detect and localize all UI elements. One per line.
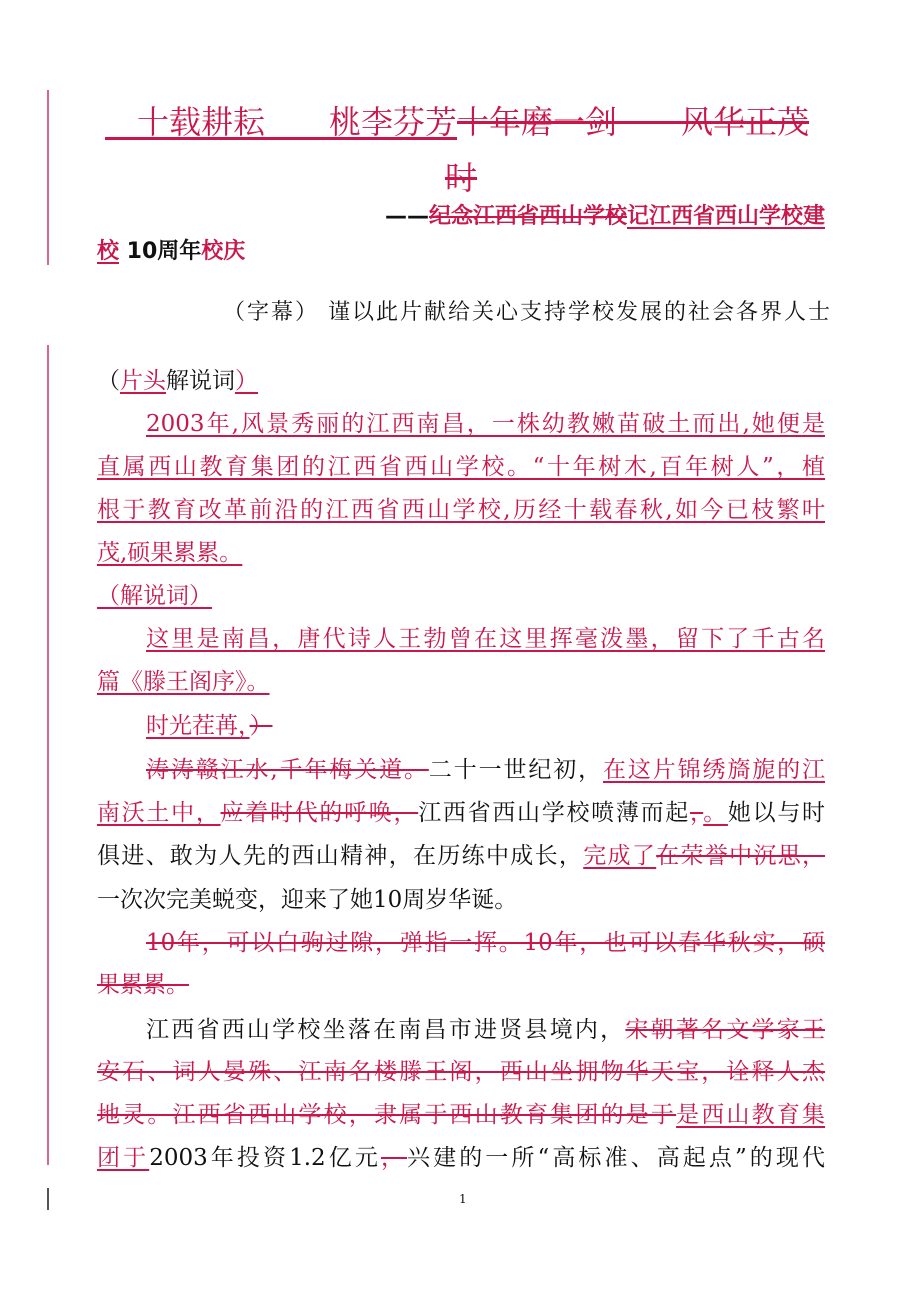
- text-line: [97, 1100, 825, 1130]
- text-run: 她以与时: [727, 800, 826, 826]
- inserted-text: 是西山教育集: [676, 1102, 826, 1128]
- text-line: [146, 1015, 825, 1045]
- inserted-text: （解说词）: [97, 583, 212, 609]
- text-line: [97, 1143, 825, 1173]
- title-line-2: [445, 158, 477, 198]
- text-line: [97, 538, 825, 568]
- text-line: [97, 495, 825, 525]
- subtitle-line-1: [385, 202, 825, 232]
- text-line: [97, 970, 825, 1000]
- text-line: [97, 798, 825, 828]
- deleted-text: 在荣誉中沉思，: [656, 843, 826, 869]
- page-number: 1: [459, 1192, 467, 1206]
- deleted-text: 10年，可以白驹过隙，弹指一挥。10年，也可以春华秋实，硕: [146, 930, 825, 956]
- text-line: [97, 581, 825, 611]
- text-run: 兴建的一所“高标准、高起点”的现代: [407, 1145, 825, 1171]
- inserted-text: 校: [97, 239, 120, 264]
- inserted-text: 2003年,风景秀丽的江西南昌，一株幼教嫩苗破土而出,她便是: [146, 411, 825, 437]
- text-line: [146, 928, 825, 958]
- inserted-text: 完成了: [583, 843, 657, 869]
- subtitle-line-2: [97, 237, 245, 267]
- text-run: 一次次完美蜕变，迎来了她10周岁华诞。: [97, 887, 518, 913]
- change-bar: [47, 90, 49, 265]
- deleted-text: 纪念江西省西山学校: [428, 204, 627, 229]
- inserted-text: 直属西山教育集团的江西省西山学校。“十年树木,百年树人”，植: [97, 454, 825, 480]
- inserted-text: 在这片锦绣旖旎的江: [603, 757, 826, 783]
- deleted-text: ，: [380, 1145, 408, 1171]
- inserted-text: 南沃土中，: [97, 800, 221, 826]
- text-line: [146, 755, 825, 785]
- inserted-text: 茂,硕果累累。: [97, 540, 243, 566]
- deleted-text: ）: [249, 713, 273, 739]
- text-line: [97, 366, 825, 396]
- text-run: 江西省西山学校喷薄而起: [418, 800, 690, 826]
- deleted-text: 涛涛赣江水,千年梅关道。: [146, 757, 429, 783]
- deleted-text: 应着时代的呼唤，: [220, 800, 419, 826]
- title-line-1: [105, 102, 809, 142]
- inserted-text: 这里是南昌，唐代诗人王勃曾在这里挥毫泼墨，留下了千古名: [146, 626, 825, 652]
- text-line: [97, 1057, 825, 1087]
- text-line: [97, 841, 825, 871]
- text-run: 解说词: [166, 368, 235, 394]
- text-run: 2003年投资1.2亿元: [149, 1145, 381, 1171]
- inserted-text: 记江西省西山学校建: [626, 204, 825, 229]
- text-line: [97, 667, 825, 697]
- text-line: [97, 452, 825, 482]
- inserted-text: 片头: [120, 368, 166, 394]
- deleted-text: 地灵。江西省西山学校，隶属于西山教育集团的是于: [97, 1102, 677, 1128]
- margin-mark: [47, 1188, 49, 1210]
- text-run: ——: [384, 204, 429, 229]
- text-run: 二十一世纪初，: [428, 757, 603, 783]
- inserted-text: 十载耕耘 桃李芬芳: [105, 103, 458, 141]
- inserted-text: 时光茬苒，: [146, 713, 250, 739]
- deleted-text: ，: [689, 800, 704, 826]
- deleted-text: 时: [445, 159, 478, 197]
- text-run: （: [97, 368, 120, 394]
- deleted-text: 宋朝著名文学家王: [625, 1017, 826, 1043]
- inserted-text: 篇《滕王阁序》。: [97, 669, 270, 695]
- inserted-text: 团于: [97, 1145, 150, 1171]
- text-line: [146, 409, 825, 439]
- text-run: 俱进、敢为人先的西山精神，在历练中成长，: [97, 843, 584, 869]
- text-line: [97, 885, 825, 915]
- deleted-text: 果累累。: [97, 972, 189, 998]
- text-line: [146, 711, 825, 741]
- text-run: 10周年: [119, 239, 202, 264]
- caption: （字幕） 谨以此片献给关心支持学校发展的社会各界人士: [223, 300, 832, 325]
- deleted-text: 十年磨一剑 风华正茂: [457, 103, 810, 141]
- red-text: 校庆: [201, 239, 246, 264]
- inserted-text: 。: [703, 800, 728, 826]
- text-run: 江西省西山学校坐落在南昌市进贤县境内，: [146, 1017, 626, 1043]
- inserted-text: ）: [235, 368, 258, 394]
- change-bar: [47, 345, 49, 1165]
- deleted-text: 安石、词人晏殊、江南名楼滕王阁，西山坐拥物华天宝，诠释人杰: [97, 1059, 825, 1085]
- text-line: [146, 624, 825, 654]
- inserted-text: 根于教育改革前沿的江西省西山学校,历经十载春秋,如今已枝繁叶: [97, 497, 825, 523]
